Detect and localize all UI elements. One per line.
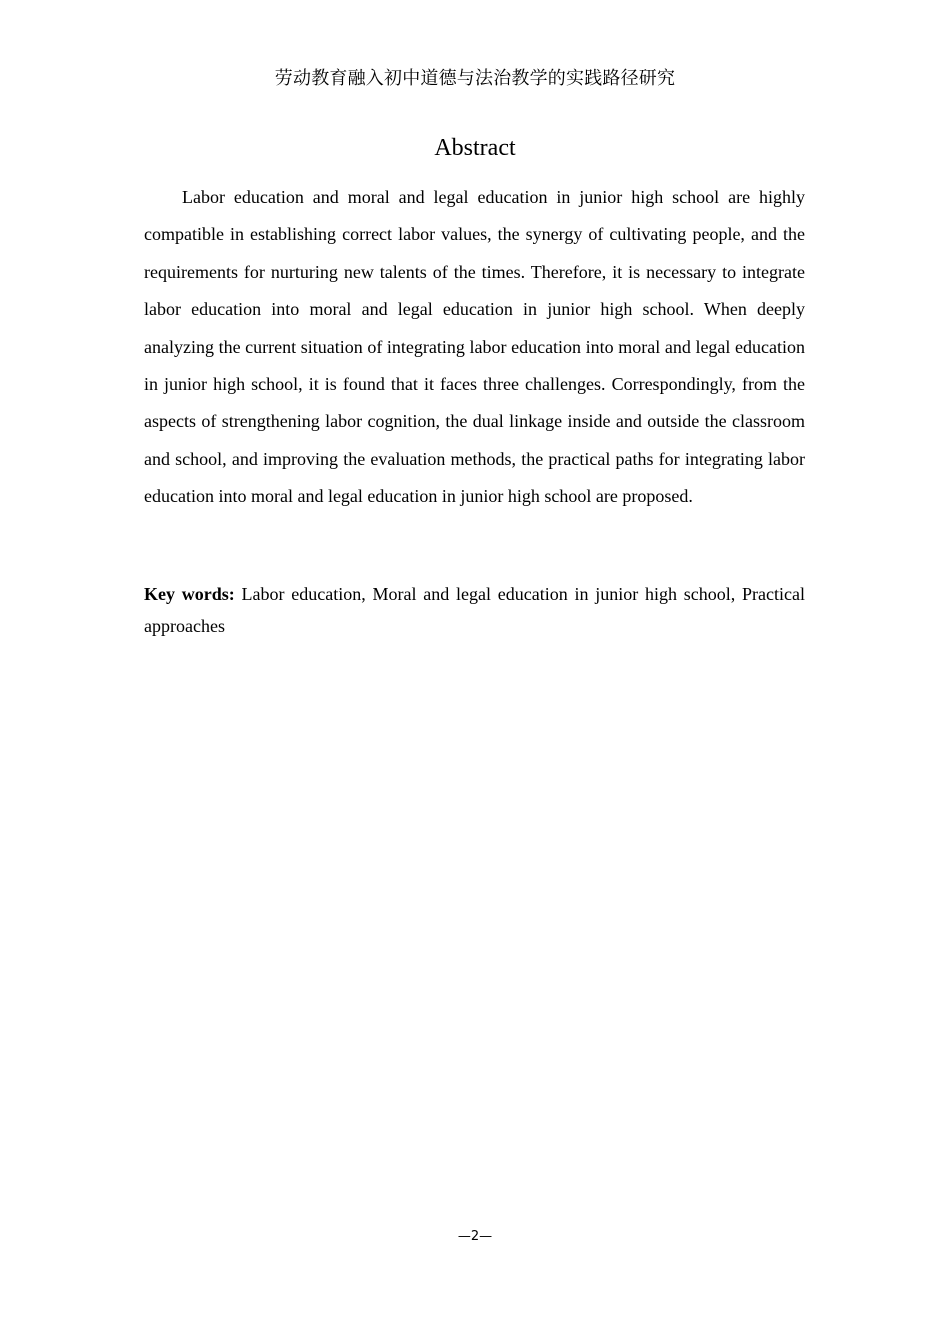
page-number: —2— bbox=[457, 1229, 493, 1244]
running-header: 劳动教育融入初中道德与法治教学的实践路径研究 bbox=[274, 68, 676, 89]
keywords-paragraph bbox=[144, 578, 805, 642]
keywords-label: Key words: bbox=[144, 584, 235, 604]
abstract-title: Abstract bbox=[434, 135, 516, 161]
abstract-body: Labor education and moral and legal education in junior high school are highly compatible in establishing correct labor values, the synergy of cultivating people, and the requirements for nurturing new talents of the times. Therefore, it is necessary to integrate labor education into moral and legal education in junior high school. When deeply analyzing the current situation of integrating labor education into moral and legal education in junior high school, it is found that it faces three challenges. Correspondingly, from the aspects of strengthening labor cognition, the dual linkage inside and outside the classroom and school, and improving the evaluation methods, the practical paths for integrating labor education into moral and legal education in junior high school are proposed. bbox=[144, 187, 805, 507]
keywords-text: Labor education, Moral and legal education in junior high school, Practical approaches bbox=[144, 584, 805, 636]
